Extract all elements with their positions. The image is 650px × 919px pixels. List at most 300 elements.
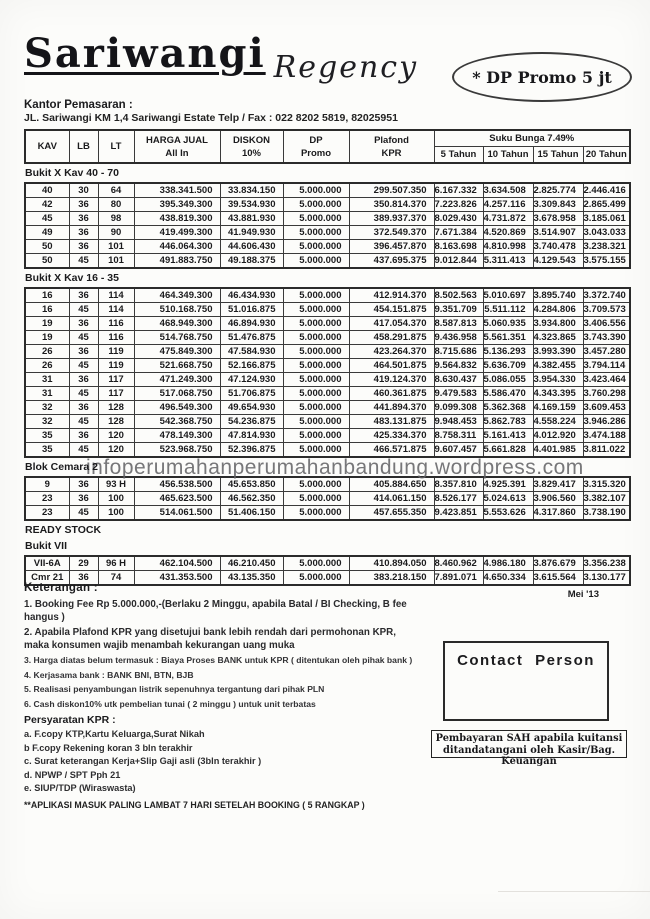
cell-harga-jual: 468.949.300 [134, 317, 220, 331]
cell-diskon: 46.894.930 [220, 317, 283, 331]
cell-lb: 36 [69, 373, 98, 387]
cell-lb: 36 [69, 198, 98, 212]
payment-note-line2: ditandatangani oleh Kasir/Bag. Keuangan [443, 744, 615, 767]
cell-cicilan-10th: 4.925.391 [483, 477, 533, 492]
cell-lb: 36 [69, 492, 98, 506]
cell-cicilan-10th: 5.862.783 [483, 415, 533, 429]
cell-lb: 45 [69, 359, 98, 373]
cell-cicilan-10th: 5.553.626 [483, 506, 533, 521]
cell-lt: 74 [98, 571, 134, 586]
cell-cicilan-5th: 9.423.851 [434, 506, 483, 521]
cell-dp-promo: 5.000.000 [283, 492, 349, 506]
cell-dp-promo: 5.000.000 [283, 212, 349, 226]
cell-cicilan-10th: 4.810.998 [483, 240, 533, 254]
cell-cicilan-15th: 3.934.800 [533, 317, 583, 331]
cell-plafond-kpr: 410.894.050 [349, 556, 434, 571]
cell-cicilan-5th: 9.012.844 [434, 254, 483, 269]
cell-kav: 32 [25, 415, 69, 429]
cell-cicilan-5th: 8.758.311 [434, 429, 483, 443]
cell-lt: 119 [98, 345, 134, 359]
cell-cicilan-5th: 9.099.308 [434, 401, 483, 415]
cell-cicilan-10th: 5.136.293 [483, 345, 533, 359]
cell-lb: 36 [69, 212, 98, 226]
cell-dp-promo: 5.000.000 [283, 556, 349, 571]
cell-harga-jual: 496.549.300 [134, 401, 220, 415]
kpr-requirement-item: a. F.copy KTP,Kartu Keluarga,Surat Nikah [24, 729, 205, 739]
cell-plafond-kpr: 457.655.350 [349, 506, 434, 521]
cell-lt: 120 [98, 443, 134, 458]
cell-diskon: 49.188.375 [220, 254, 283, 269]
header-dp-promo: DP Promo [283, 130, 349, 163]
cell-plafond-kpr: 454.151.875 [349, 303, 434, 317]
cell-plafond-kpr: 350.814.370 [349, 198, 434, 212]
cell-harga-jual: 465.623.500 [134, 492, 220, 506]
cell-cicilan-5th: 8.460.962 [434, 556, 483, 571]
cell-cicilan-5th: 8.163.698 [434, 240, 483, 254]
cell-plafond-kpr: 412.914.370 [349, 288, 434, 303]
cell-harga-jual: 338.341.500 [134, 183, 220, 198]
cell-cicilan-5th: 9.436.958 [434, 331, 483, 345]
cell-diskon: 46.210.450 [220, 556, 283, 571]
cell-dp-promo: 5.000.000 [283, 331, 349, 345]
price-row [25, 345, 630, 359]
cell-cicilan-5th: 8.715.686 [434, 345, 483, 359]
cell-kav: 23 [25, 492, 69, 506]
cell-cicilan-15th: 4.284.806 [533, 303, 583, 317]
cell-dp-promo: 5.000.000 [283, 359, 349, 373]
price-row [25, 556, 630, 571]
cell-diskon: 51.476.875 [220, 331, 283, 345]
cell-plafond-kpr: 423.264.370 [349, 345, 434, 359]
date-note: Mei '13 [567, 589, 599, 600]
cell-cicilan-15th: 4.401.985 [533, 443, 583, 458]
cell-plafond-kpr: 383.218.150 [349, 571, 434, 586]
cell-diskon: 43.881.930 [220, 212, 283, 226]
header-plafond-kpr: Plafond KPR [349, 130, 434, 163]
cell-plafond-kpr: 483.131.875 [349, 415, 434, 429]
cell-cicilan-15th: 3.309.843 [533, 198, 583, 212]
cell-cicilan-10th: 4.520.869 [483, 226, 533, 240]
cell-dp-promo: 5.000.000 [283, 571, 349, 586]
cell-cicilan-20th: 3.382.107 [583, 492, 630, 506]
cell-dp-promo: 5.000.000 [283, 288, 349, 303]
cell-plafond-kpr: 437.695.375 [349, 254, 434, 269]
cell-diskon: 51.406.150 [220, 506, 283, 521]
cell-diskon: 43.135.350 [220, 571, 283, 586]
header-diskon: DISKON 10% [220, 130, 283, 163]
cell-dp-promo: 5.000.000 [283, 506, 349, 521]
cell-lt: 128 [98, 401, 134, 415]
cell-kav: 26 [25, 359, 69, 373]
header-tenor-15: 15 Tahun [533, 147, 583, 164]
cell-kav: 19 [25, 317, 69, 331]
cell-kav: 23 [25, 506, 69, 521]
cell-lt: 116 [98, 317, 134, 331]
brand-wordmark-sub: Regency [273, 50, 419, 85]
cell-cicilan-10th: 5.086.055 [483, 373, 533, 387]
cell-cicilan-10th: 5.511.112 [483, 303, 533, 317]
cell-harga-jual: 510.168.750 [134, 303, 220, 317]
cell-plafond-kpr: 458.291.875 [349, 331, 434, 345]
cell-cicilan-20th: 3.130.177 [583, 571, 630, 586]
cell-diskon: 47.584.930 [220, 345, 283, 359]
cell-lb: 45 [69, 254, 98, 269]
cell-plafond-kpr: 417.054.370 [349, 317, 434, 331]
cell-cicilan-20th: 3.372.740 [583, 288, 630, 303]
dp-promo-badge [452, 52, 632, 102]
cell-lt: 114 [98, 303, 134, 317]
cell-diskon: 54.236.875 [220, 415, 283, 429]
cell-lb: 36 [69, 226, 98, 240]
cell-kav: VII-6A [25, 556, 69, 571]
price-row [25, 240, 630, 254]
price-row [25, 506, 630, 521]
cell-lb: 36 [69, 345, 98, 359]
price-row [25, 387, 630, 401]
cell-lb: 45 [69, 443, 98, 458]
note-item: 3. Harga diatas belum termasuk : Biaya Proses BANK untuk KPR ( ditentukan oleh pihak bank ) [24, 655, 413, 665]
cell-kav: 35 [25, 429, 69, 443]
cell-harga-jual: 471.249.300 [134, 373, 220, 387]
cell-lb: 36 [69, 429, 98, 443]
cell-cicilan-20th: 3.423.464 [583, 373, 630, 387]
cell-plafond-kpr: 372.549.370 [349, 226, 434, 240]
cell-cicilan-20th: 2.446.416 [583, 183, 630, 198]
note-item: 1. Booking Fee Rp 5.000.000,-(Berlaku 2 Minggu, apabila Batal / BI Checking, B fee hangus ) [24, 599, 407, 623]
cell-lb: 30 [69, 183, 98, 198]
cell-cicilan-10th: 5.586.470 [483, 387, 533, 401]
cell-diskon: 49.654.930 [220, 401, 283, 415]
section-blok-cemara [24, 456, 628, 479]
note-item: 4. Kerjasama bank : BANK BNI, BTN, BJB [24, 669, 194, 680]
scan-artifact-line [498, 891, 650, 892]
cell-lt: 98 [98, 212, 134, 226]
cell-lb: 36 [69, 477, 98, 492]
brand-wordmark: Sariwangi [24, 30, 266, 77]
cell-cicilan-15th: 3.514.907 [533, 226, 583, 240]
cell-cicilan-10th: 4.257.116 [483, 198, 533, 212]
cell-cicilan-10th: 4.731.872 [483, 212, 533, 226]
cell-cicilan-10th: 4.650.334 [483, 571, 533, 586]
cell-kav: 32 [25, 401, 69, 415]
cell-cicilan-5th: 8.630.437 [434, 373, 483, 387]
cell-harga-jual: 395.349.300 [134, 198, 220, 212]
cell-cicilan-20th: 3.238.321 [583, 240, 630, 254]
section-label-bukit-x-40-70: Bukit X Kav 40 - 70 [25, 167, 119, 179]
office-label: Kantor Pemasaran : [24, 99, 133, 111]
cell-cicilan-5th: 7.223.826 [434, 198, 483, 212]
cell-cicilan-20th: 3.946.286 [583, 415, 630, 429]
price-row [25, 373, 630, 387]
cell-cicilan-15th: 4.558.224 [533, 415, 583, 429]
cell-cicilan-5th: 8.357.810 [434, 477, 483, 492]
cell-dp-promo: 5.000.000 [283, 240, 349, 254]
cell-cicilan-20th: 3.575.155 [583, 254, 630, 269]
kpr-requirement-item: d. NPWP / SPT Pph 21 [24, 769, 121, 780]
cell-cicilan-5th: 8.587.813 [434, 317, 483, 331]
price-row [25, 401, 630, 415]
cell-lt: 117 [98, 373, 134, 387]
section-label-ready-stock: READY STOCK [25, 524, 102, 536]
cell-cicilan-15th: 4.382.455 [533, 359, 583, 373]
cell-cicilan-5th: 8.526.177 [434, 492, 483, 506]
document-header [24, 30, 628, 92]
kpr-requirement-item: c. Surat keterangan Kerja+Slip Gaji asli (3bln terakhir ) [24, 756, 262, 766]
cell-diskon: 44.606.430 [220, 240, 283, 254]
cell-cicilan-20th: 3.609.453 [583, 401, 630, 415]
cell-dp-promo: 5.000.000 [283, 317, 349, 331]
section-label-bukit-x-16-35: Bukit X Kav 16 - 35 [25, 272, 119, 284]
cell-kav: 9 [25, 477, 69, 492]
cell-cicilan-10th: 4.986.180 [483, 556, 533, 571]
cell-cicilan-10th: 5.636.709 [483, 359, 533, 373]
cell-dp-promo: 5.000.000 [283, 443, 349, 458]
cell-lt: 93 H [98, 477, 134, 492]
header-harga-jual: HARGA JUAL All In [134, 130, 220, 163]
cell-cicilan-15th: 4.323.865 [533, 331, 583, 345]
cell-cicilan-5th: 9.351.709 [434, 303, 483, 317]
cell-cicilan-15th: 3.895.740 [533, 288, 583, 303]
note-item: 2. Apabila Plafond KPR yang disetujui bank lebih rendah dari permohonan KPR, maka konsumen wajib menambah kekurangan uang muka [24, 627, 396, 651]
cell-cicilan-15th: 4.343.395 [533, 387, 583, 401]
cell-harga-jual: 475.849.300 [134, 345, 220, 359]
price-row [25, 288, 630, 303]
cell-cicilan-5th: 9.607.457 [434, 443, 483, 458]
price-table-section-3 [24, 476, 631, 521]
cell-plafond-kpr: 389.937.370 [349, 212, 434, 226]
cell-cicilan-15th: 2.825.774 [533, 183, 583, 198]
office-address: JL. Sariwangi KM 1,4 Sariwangi Estate Telp / Fax : 022 8202 5819, 82025951 [24, 112, 398, 124]
kpr-requirement-item: b F.copy Rekening koran 3 bln terakhir [24, 742, 193, 753]
cell-diskon: 47.814.930 [220, 429, 283, 443]
cell-plafond-kpr: 441.894.370 [349, 401, 434, 415]
application-deadline-note: **APLIKASI MASUK PALING LAMBAT 7 HARI SETELAH BOOKING ( 5 RANGKAP ) [24, 799, 365, 810]
cell-cicilan-5th: 7.671.384 [434, 226, 483, 240]
cell-harga-jual: 464.349.300 [134, 288, 220, 303]
cell-harga-jual: 514.768.750 [134, 331, 220, 345]
contact-person-title: Contact Person [457, 652, 595, 669]
cell-harga-jual: 478.149.300 [134, 429, 220, 443]
cell-dp-promo: 5.000.000 [283, 477, 349, 492]
cell-lt: 116 [98, 331, 134, 345]
cell-kav: 49 [25, 226, 69, 240]
cell-lt: 101 [98, 240, 134, 254]
cell-plafond-kpr: 414.061.150 [349, 492, 434, 506]
payment-validity-box [431, 730, 627, 767]
cell-harga-jual: 491.883.750 [134, 254, 220, 269]
notes-title: Keterangan : [24, 582, 98, 594]
cell-lt: 100 [98, 506, 134, 521]
cell-harga-jual: 514.061.500 [134, 506, 220, 521]
cell-lb: 45 [69, 303, 98, 317]
cell-cicilan-15th: 3.615.564 [533, 571, 583, 586]
price-row [25, 254, 630, 269]
cell-lt: 80 [98, 198, 134, 212]
cell-lb: 36 [69, 571, 98, 586]
cell-cicilan-15th: 4.012.920 [533, 429, 583, 443]
cell-harga-jual: 521.668.750 [134, 359, 220, 373]
cell-kav: 19 [25, 331, 69, 345]
cell-cicilan-15th: 3.740.478 [533, 240, 583, 254]
cell-cicilan-5th: 9.564.832 [434, 359, 483, 373]
cell-cicilan-20th: 3.474.188 [583, 429, 630, 443]
cell-kav: Cmr 21 [25, 571, 69, 586]
note-item: 6. Cash diskon10% utk pembelian tunai ( 2 minggu ) untuk unit terbatas [24, 698, 316, 709]
cell-cicilan-15th: 3.954.330 [533, 373, 583, 387]
cell-lt: 128 [98, 415, 134, 429]
header-kav: KAV [25, 130, 69, 163]
cell-lb: 36 [69, 401, 98, 415]
cell-cicilan-20th: 3.406.556 [583, 317, 630, 331]
cell-cicilan-5th: 6.167.332 [434, 183, 483, 198]
kpr-requirement-item: e. SIUP/TDP (Wiraswasta) [24, 783, 136, 793]
price-row [25, 443, 630, 458]
cell-cicilan-20th: 3.743.390 [583, 331, 630, 345]
cell-kav: 16 [25, 303, 69, 317]
cell-kav: 45 [25, 212, 69, 226]
cell-harga-jual: 446.064.300 [134, 240, 220, 254]
cell-harga-jual: 438.819.300 [134, 212, 220, 226]
cell-diskon: 52.396.875 [220, 443, 283, 458]
price-row [25, 212, 630, 226]
cell-harga-jual: 419.499.300 [134, 226, 220, 240]
cell-cicilan-10th: 5.362.368 [483, 401, 533, 415]
cell-harga-jual: 456.538.500 [134, 477, 220, 492]
cell-lb: 29 [69, 556, 98, 571]
cell-dp-promo: 5.000.000 [283, 401, 349, 415]
cell-lb: 45 [69, 387, 98, 401]
cell-plafond-kpr: 466.571.875 [349, 443, 434, 458]
header-tenor-5: 5 Tahun [434, 147, 483, 164]
cell-cicilan-15th: 3.678.958 [533, 212, 583, 226]
price-row [25, 492, 630, 506]
cell-cicilan-10th: 5.010.697 [483, 288, 533, 303]
cell-harga-jual: 542.368.750 [134, 415, 220, 429]
cell-lb: 45 [69, 415, 98, 429]
cell-lb: 36 [69, 240, 98, 254]
price-row [25, 226, 630, 240]
cell-lt: 117 [98, 387, 134, 401]
cell-lb: 36 [69, 317, 98, 331]
cell-cicilan-10th: 5.161.413 [483, 429, 533, 443]
cell-lt: 101 [98, 254, 134, 269]
cell-cicilan-20th: 2.865.499 [583, 198, 630, 212]
cell-cicilan-10th: 5.060.935 [483, 317, 533, 331]
cell-diskon: 46.434.930 [220, 288, 283, 303]
cell-harga-jual: 523.968.750 [134, 443, 220, 458]
cell-cicilan-15th: 4.317.860 [533, 506, 583, 521]
cell-cicilan-5th: 8.502.563 [434, 288, 483, 303]
cell-cicilan-20th: 3.738.190 [583, 506, 630, 521]
header-row-1 [25, 130, 630, 147]
cell-diskon: 47.124.930 [220, 373, 283, 387]
watermark-url-text: infoperumahanperumahanbandung.wordpress.com [86, 456, 584, 479]
price-table-section-2 [24, 287, 631, 458]
price-row [25, 183, 630, 198]
cell-harga-jual: 431.353.500 [134, 571, 220, 586]
cell-cicilan-20th: 3.811.022 [583, 443, 630, 458]
header-tenor-20: 20 Tahun [583, 147, 630, 164]
cell-dp-promo: 5.000.000 [283, 198, 349, 212]
header-suku-bunga: Suku Bunga 7.49% [434, 130, 630, 147]
cell-plafond-kpr: 425.334.370 [349, 429, 434, 443]
cell-diskon: 41.949.930 [220, 226, 283, 240]
cell-dp-promo: 5.000.000 [283, 387, 349, 401]
price-row [25, 331, 630, 345]
cell-kav: 35 [25, 443, 69, 458]
cell-diskon: 51.706.875 [220, 387, 283, 401]
price-row [25, 303, 630, 317]
cell-dp-promo: 5.000.000 [283, 183, 349, 198]
cell-lt: 96 H [98, 556, 134, 571]
cell-lt: 120 [98, 429, 134, 443]
cell-cicilan-10th: 5.561.351 [483, 331, 533, 345]
cell-cicilan-5th: 8.029.430 [434, 212, 483, 226]
cell-cicilan-20th: 3.709.573 [583, 303, 630, 317]
cell-cicilan-5th: 7.891.071 [434, 571, 483, 586]
contact-person-box [443, 641, 609, 721]
cell-diskon: 33.834.150 [220, 183, 283, 198]
cell-plafond-kpr: 405.884.650 [349, 477, 434, 492]
cell-kav: 50 [25, 240, 69, 254]
cell-cicilan-10th: 5.661.828 [483, 443, 533, 458]
cell-cicilan-20th: 3.760.298 [583, 387, 630, 401]
cell-cicilan-20th: 3.185.061 [583, 212, 630, 226]
cell-cicilan-20th: 3.356.238 [583, 556, 630, 571]
cell-cicilan-15th: 4.129.543 [533, 254, 583, 269]
cell-lb: 45 [69, 331, 98, 345]
cell-harga-jual: 462.104.500 [134, 556, 220, 571]
cell-cicilan-10th: 3.634.508 [483, 183, 533, 198]
cell-cicilan-20th: 3.043.033 [583, 226, 630, 240]
cell-cicilan-20th: 3.315.320 [583, 477, 630, 492]
cell-plafond-kpr: 419.124.370 [349, 373, 434, 387]
section-label-bukit-vii: Bukit VII [25, 540, 68, 552]
notes-section [24, 582, 628, 810]
cell-dp-promo: 5.000.000 [283, 415, 349, 429]
price-row [25, 359, 630, 373]
cell-dp-promo: 5.000.000 [283, 303, 349, 317]
cell-lb: 36 [69, 288, 98, 303]
cell-cicilan-15th: 3.906.560 [533, 492, 583, 506]
price-table-header [24, 129, 631, 164]
cell-cicilan-15th: 3.876.679 [533, 556, 583, 571]
cell-lt: 90 [98, 226, 134, 240]
dp-promo-text: * DP Promo 5 jt [472, 67, 612, 87]
cell-plafond-kpr: 396.457.870 [349, 240, 434, 254]
header-lt: LT [98, 130, 134, 163]
kpr-requirements-title: Persyaratan KPR : [24, 714, 116, 726]
cell-lt: 64 [98, 183, 134, 198]
price-row [25, 415, 630, 429]
office-info [24, 98, 628, 125]
price-row [25, 198, 630, 212]
price-row [25, 317, 630, 331]
cell-cicilan-15th: 3.993.390 [533, 345, 583, 359]
header-lb: LB [69, 130, 98, 163]
cell-kav: 26 [25, 345, 69, 359]
cell-kav: 42 [25, 198, 69, 212]
cell-diskon: 51.016.875 [220, 303, 283, 317]
cell-kav: 16 [25, 288, 69, 303]
cell-diskon: 52.166.875 [220, 359, 283, 373]
price-table-section-1 [24, 182, 631, 269]
cell-lt: 100 [98, 492, 134, 506]
cell-cicilan-15th: 4.169.159 [533, 401, 583, 415]
cell-dp-promo: 5.000.000 [283, 254, 349, 269]
cell-cicilan-5th: 9.479.583 [434, 387, 483, 401]
cell-cicilan-10th: 5.311.413 [483, 254, 533, 269]
